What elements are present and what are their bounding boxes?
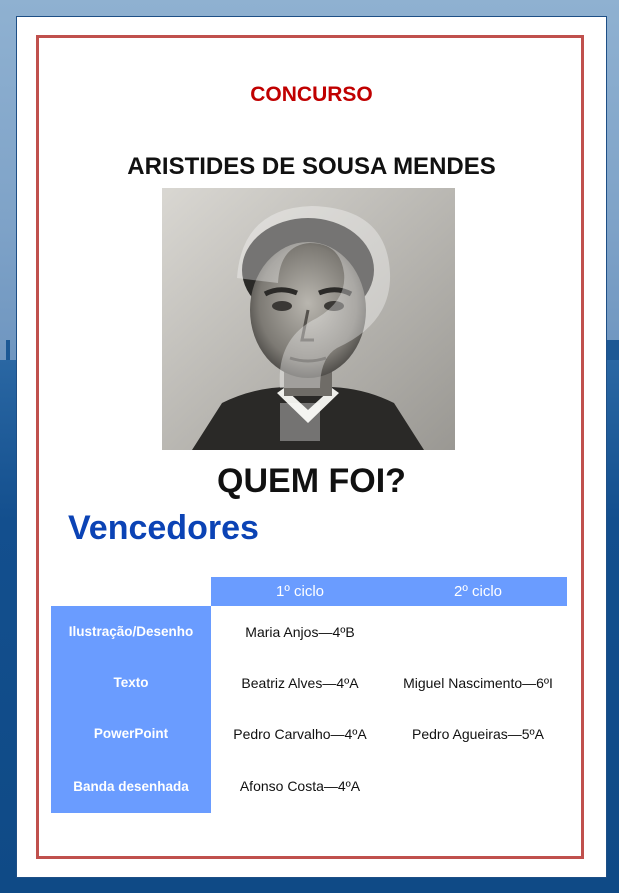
column-header-2: 2º ciclo <box>389 577 567 606</box>
poster-page <box>17 17 606 877</box>
winner-cell <box>389 606 567 657</box>
winners-table <box>51 577 567 813</box>
category-label: Texto <box>113 675 149 690</box>
column-header-1: 1º ciclo <box>211 577 389 606</box>
winner-cell: Maria Anjos—4ºB <box>245 623 355 640</box>
winner-cell: Beatriz Alves—4ºA <box>241 674 359 691</box>
winner-cell <box>389 759 567 813</box>
category-label: Ilustração/Desenho <box>68 624 194 639</box>
winner-cell: Afonso Costa—4ºA <box>239 778 361 794</box>
category-label: Banda desenhada <box>73 778 189 794</box>
winner-cell: Miguel Nascimento—6ºI <box>403 674 553 691</box>
category-label: PowerPoint <box>93 726 169 741</box>
subject-name: ARISTIDES DE SOUSA MENDES <box>127 153 496 180</box>
winners-title: Vencedores <box>68 509 259 547</box>
portrait-photo <box>162 188 455 450</box>
question-heading: QUEM FOI? <box>217 462 406 500</box>
contest-label: CONCURSO <box>250 83 373 106</box>
winner-cell: Pedro Agueiras—5ºA <box>412 725 544 742</box>
winner-cell: Pedro Carvalho—4ºA <box>233 725 367 742</box>
